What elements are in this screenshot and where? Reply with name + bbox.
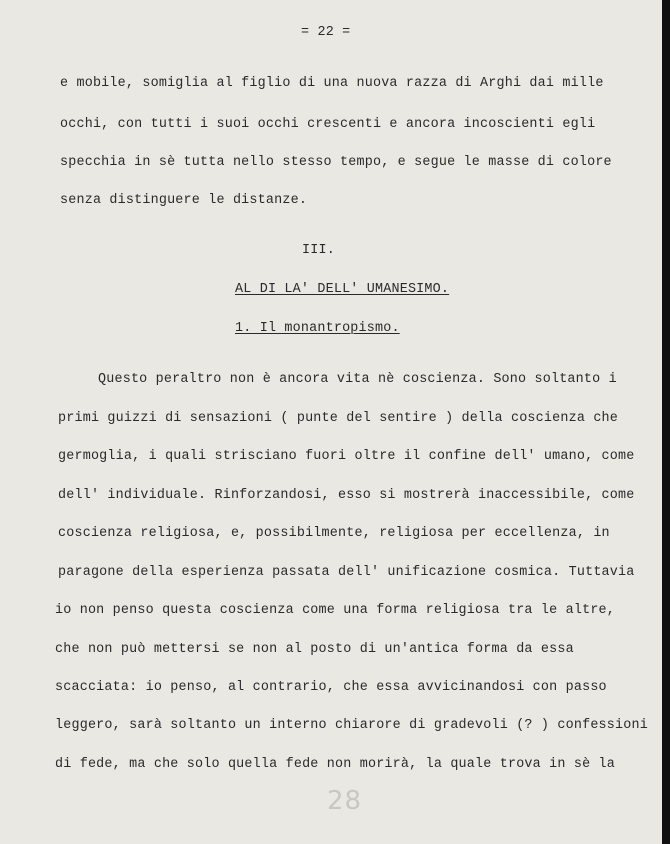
text-line-11: dell' individuale. Rinforzandosi, esso si mostrerà inaccessibile, come (58, 488, 635, 503)
text-line-15: che non può mettersi se non al posto di un'antica forma da essa (55, 642, 574, 657)
subsection-title: 1. Il monantropismo. (235, 321, 400, 336)
section-title: AL DI LA' DELL' UMANESIMO. (235, 282, 450, 297)
text-line-3: specchia in sè tutta nello stesso tempo, e segue le masse di colore (60, 155, 612, 170)
pencil-page-mark: 28 (327, 786, 363, 816)
text-line-2: occhi, con tutti i suoi occhi crescenti e ancora incoscienti egli (60, 117, 596, 132)
page-number: = 22 = (301, 25, 351, 40)
text-line-9: primi guizzi di sensazioni ( punte del sentire ) della coscienza che (58, 411, 619, 426)
text-line-16: scacciata: io penso, al contrario, che essa avvicinandosi con passo (55, 680, 607, 695)
text-line-4: senza distinguere le distanze. (60, 193, 308, 208)
text-line-10: germoglia, i quali strisciano fuori oltre il confine dell' umano, come (58, 449, 635, 464)
text-line-1: e mobile, somiglia al figlio di una nuova razza di Arghi dai mille (60, 76, 604, 91)
scan-edge-shadow (662, 0, 670, 844)
text-line-14: io non penso questa coscienza come una forma religiosa tra le altre, (55, 603, 616, 618)
text-line-12: coscienza religiosa, e, possibilmente, religiosa per eccellenza, in (58, 526, 610, 541)
section-number: III. (302, 243, 335, 258)
text-line-18: di fede, ma che solo quella fede non morirà, la quale trova in sè la (55, 757, 616, 772)
text-line-8: Questo peraltro non è ancora vita nè coscienza. Sono soltanto i (98, 372, 617, 387)
text-line-17: leggero, sarà soltanto un interno chiarore di gradevoli (? ) confessioni (55, 718, 648, 733)
text-line-13: paragone della esperienza passata dell' unificazione cosmica. Tuttavia (58, 565, 635, 580)
